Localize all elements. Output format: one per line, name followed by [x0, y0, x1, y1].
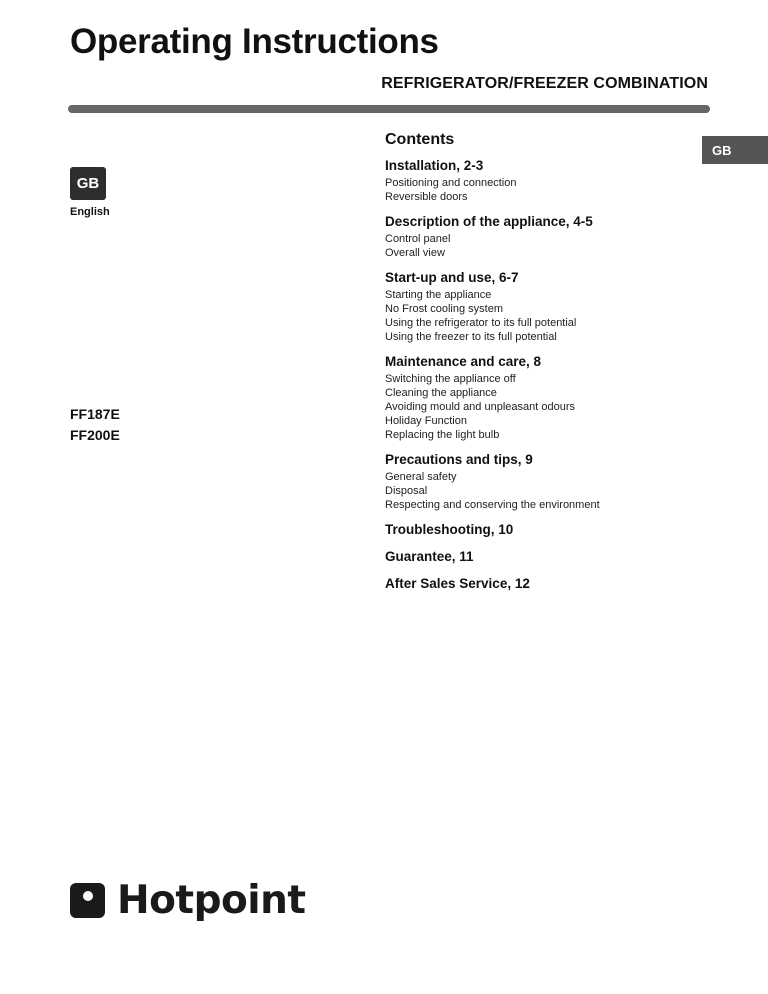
language-side-tab: GB [702, 136, 768, 164]
toc-section-troubleshooting [385, 521, 705, 539]
toc-item: No Frost cooling system [385, 303, 503, 315]
toc-item: Cleaning the appliance [385, 387, 497, 399]
brand-logo [70, 878, 306, 923]
toc-section-title: Guarantee, 11 [385, 549, 474, 564]
toc-item: Disposal [385, 485, 428, 497]
toc-item: Using the freezer to its full potential [385, 331, 557, 343]
toc-item: Reversible doors [385, 191, 468, 203]
model-number: FF200E [70, 427, 120, 443]
toc-item: Overall view [385, 247, 445, 259]
toc-section-startup [385, 269, 705, 344]
toc-item: Respecting and conserving the environment [385, 499, 600, 511]
brand-name: Hotpoint [117, 878, 306, 923]
toc-section-guarantee [385, 548, 705, 566]
toc-item: Avoiding mould and unpleasant odours [385, 401, 575, 413]
toc-section-after-sales [385, 575, 705, 593]
table-of-contents [385, 131, 705, 602]
toc-item: Starting the appliance [385, 289, 492, 301]
toc-section-maintenance [385, 353, 705, 442]
toc-item: Positioning and connection [385, 177, 517, 189]
hotpoint-logo-icon [70, 883, 105, 918]
toc-section-title: After Sales Service, 12 [385, 576, 530, 591]
toc-item: Replacing the light bulb [385, 429, 500, 441]
toc-item: Switching the appliance off [385, 373, 516, 385]
toc-item: Holiday Function [385, 415, 467, 427]
toc-section-title: Start-up and use, 6-7 [385, 270, 519, 285]
product-type-subtitle: REFRIGERATOR/FREEZER COMBINATION [381, 75, 708, 92]
language-label: English [70, 206, 110, 218]
toc-section-title: Maintenance and care, 8 [385, 354, 542, 369]
model-list [70, 404, 120, 446]
contents-heading: Contents [385, 131, 455, 148]
model-number: FF187E [70, 406, 120, 422]
header-divider [68, 105, 710, 113]
toc-section-title: Installation, 2-3 [385, 158, 484, 173]
toc-item: Using the refrigerator to its full potential [385, 317, 577, 329]
toc-section-title: Precautions and tips, 9 [385, 452, 533, 467]
toc-section-description [385, 213, 705, 260]
toc-section-title: Description of the appliance, 4-5 [385, 214, 593, 229]
page-title: Operating Instructions [70, 22, 439, 61]
toc-section-title: Troubleshooting, 10 [385, 522, 514, 537]
toc-section-precautions [385, 451, 705, 512]
toc-item: General safety [385, 471, 457, 483]
toc-section-installation [385, 157, 705, 204]
language-badge: GB [70, 167, 106, 200]
toc-item: Control panel [385, 233, 451, 245]
